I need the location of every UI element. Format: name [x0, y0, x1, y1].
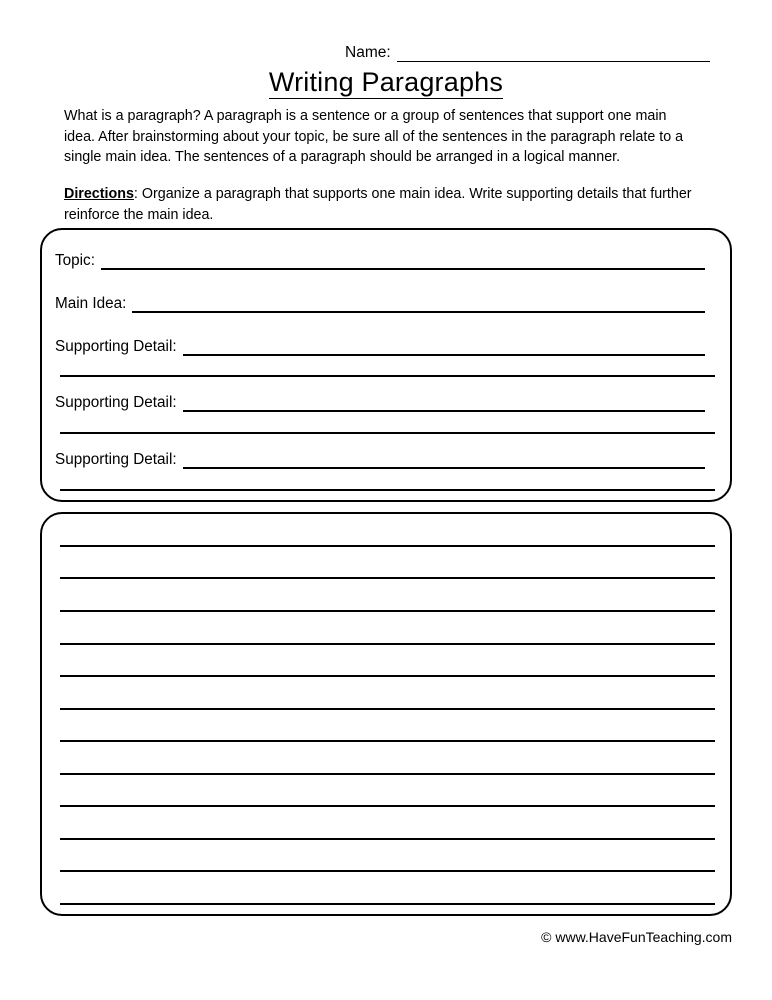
organizer-label-topic: Topic: — [55, 252, 95, 269]
page-title-text: Writing Paragraphs — [268, 67, 504, 97]
organizer-label-supporting-detail-1: Supporting Detail: — [55, 338, 177, 355]
writing-line[interactable] — [60, 870, 715, 872]
footer-credit: © www.HaveFunTeaching.com — [541, 929, 732, 945]
page-title — [0, 66, 772, 98]
organizer-field-main-idea[interactable] — [42, 287, 730, 313]
name-field[interactable] — [345, 44, 710, 62]
writing-line[interactable] — [60, 545, 715, 547]
graphic-organizer-box — [40, 228, 732, 502]
writing-line[interactable] — [60, 610, 715, 612]
organizer-field-topic[interactable] — [42, 244, 730, 270]
organizer-continuation-line-3[interactable] — [60, 489, 715, 491]
directions-text: : Organize a paragraph that supports one main idea. Write supporting details that further reinforce the main idea. — [64, 186, 692, 223]
intro-paragraph: What is a paragraph? A paragraph is a sentence or a group of sentences that support one main idea. After brainstorming about your topic, be sure all of the sentences in the paragraph relate to a single main idea. The sentences of a paragraph should be arranged in a logical manner. — [64, 108, 684, 165]
writing-line[interactable] — [60, 805, 715, 807]
writing-line[interactable] — [60, 903, 715, 905]
organizer-continuation-line-1[interactable] — [60, 375, 715, 377]
organizer-label-supporting-detail-3: Supporting Detail: — [55, 451, 177, 468]
writing-area-box — [40, 512, 732, 916]
writing-line[interactable] — [60, 838, 715, 840]
writing-line[interactable] — [60, 740, 715, 742]
name-label: Name: — [345, 44, 391, 61]
organizer-label-main-idea: Main Idea: — [55, 295, 127, 312]
name-write-line[interactable] — [397, 46, 710, 62]
organizer-field-supporting-detail-1[interactable] — [42, 330, 730, 356]
directions-label: Directions — [64, 186, 134, 202]
organizer-field-supporting-detail-2[interactable] — [42, 386, 730, 412]
organizer-write-line-main-idea[interactable] — [132, 294, 705, 313]
writing-line[interactable] — [60, 675, 715, 677]
writing-line[interactable] — [60, 773, 715, 775]
directions-paragraph — [64, 184, 692, 225]
writing-line[interactable] — [60, 643, 715, 645]
writing-line[interactable] — [60, 708, 715, 710]
organizer-write-line-supporting-detail-1[interactable] — [183, 337, 705, 356]
organizer-write-line-topic[interactable] — [101, 251, 705, 270]
organizer-continuation-line-2[interactable] — [60, 432, 715, 434]
organizer-write-line-supporting-detail-2[interactable] — [183, 393, 705, 412]
organizer-field-supporting-detail-3[interactable] — [42, 443, 730, 469]
organizer-label-supporting-detail-2: Supporting Detail: — [55, 394, 177, 411]
organizer-write-line-supporting-detail-3[interactable] — [183, 450, 705, 469]
writing-line[interactable] — [60, 577, 715, 579]
